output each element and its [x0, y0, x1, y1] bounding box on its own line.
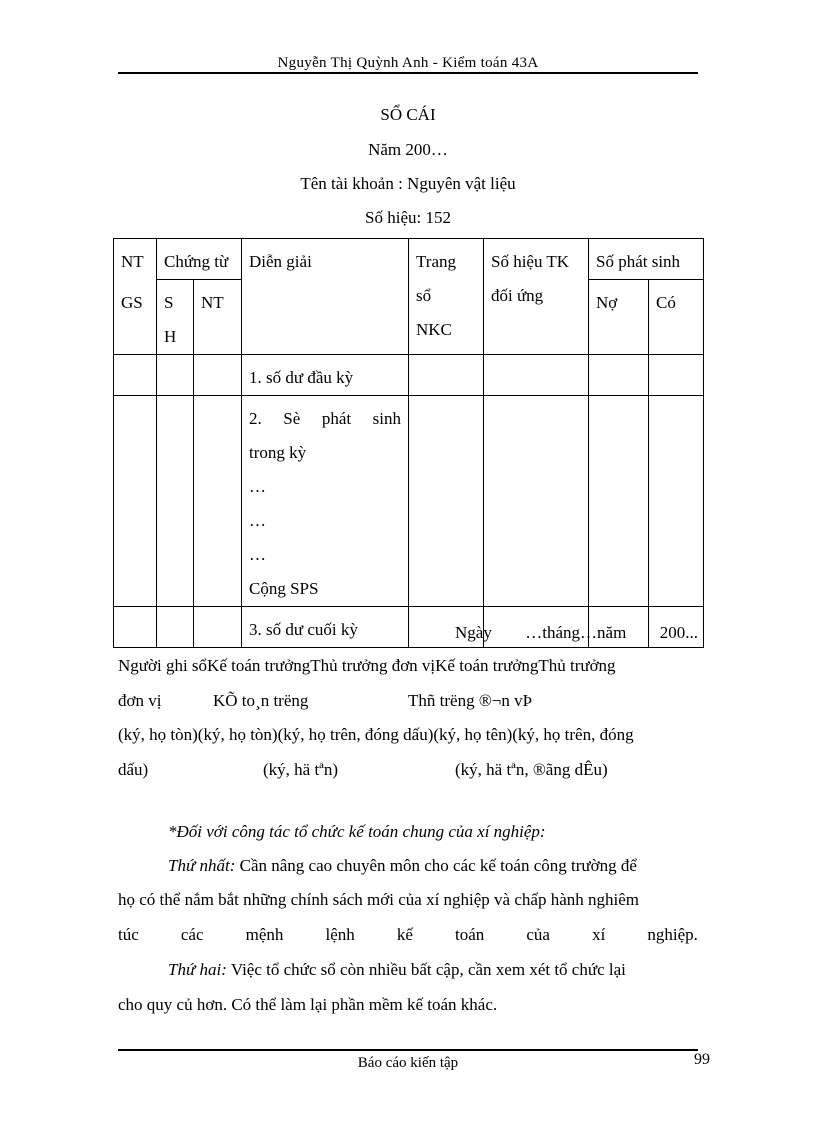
- head-co: Có: [649, 280, 704, 355]
- head-chung-tu: Chứng từ: [157, 239, 242, 280]
- account-number: Số hiệu: 152: [365, 208, 451, 227]
- head-sh: [157, 280, 194, 355]
- section-heading: *Đối với công tác tổ chức kế toán chung của xí nghiệp:: [168, 822, 546, 841]
- ellipsis-2: …: [249, 511, 266, 530]
- arising-line2: trong kỳ: [249, 443, 307, 462]
- para1-line3-word: xí: [592, 925, 606, 944]
- para1-line3-word: toán: [455, 925, 485, 944]
- row-arising: [114, 396, 704, 607]
- head-ntgs-gs: GS: [114, 280, 157, 355]
- para1-line3-word: mệnh: [245, 925, 284, 944]
- para1-line3-word: các: [180, 925, 204, 944]
- para1-line1: Thứ nhất: Cần nâng cao chuyên môn cho các kế toán công trường để: [168, 856, 637, 875]
- opening-label: 1. số dư đầu kỳ: [242, 355, 409, 396]
- footer-rule: [118, 1049, 698, 1051]
- head-trang-so: Trang sổ NKC: [409, 239, 484, 355]
- head-so-phat-sinh: Số phát sinh: [589, 239, 704, 280]
- para2-line1: Thứ hai: Việc tổ chức sổ còn nhiều bất cập, cần xem xét tổ chức lại: [168, 960, 626, 979]
- head-dien-giai: Diễn giải: [242, 239, 409, 355]
- arising-cell: [242, 396, 409, 607]
- para1-line2: họ có thể nắm bắt những chính sách mới của xí nghiệp và chấp hành nghiêm: [118, 890, 639, 909]
- ledger-title: SỔ CÁI: [380, 105, 436, 124]
- head-no: Nợ: [589, 280, 649, 355]
- ledger-year: Năm 200…: [368, 140, 448, 159]
- head-nt: NT: [194, 280, 242, 355]
- date-line: Ngày …tháng…năm 200...: [455, 623, 698, 642]
- signature-notes-line3: (ký, họ tòn)(ký, họ tòn)(ký, họ trên, đóng dấu)(ký, họ tên)(ký, họ trên, đóng: [118, 725, 634, 744]
- total-sps: Cộng SPS: [249, 579, 319, 598]
- arising-line1: 2. Sè phát sinh: [249, 409, 401, 428]
- para1-line3: [118, 925, 698, 945]
- para1-line3-word: kế: [396, 925, 413, 944]
- para1-line3-word: của: [526, 925, 550, 944]
- page-header: Nguyễn Thị Quỳnh Anh - Kiểm toán 43A: [277, 55, 539, 71]
- signature-titles-line1: Người ghi sổKế toán trưởngThủ trưởng đơn vịKế toán trưởngThủ trưởng: [118, 656, 616, 675]
- account-name: Tên tài khoản : Nguyên vật liệu: [300, 174, 516, 193]
- closing-label: 3. số dư cuối kỳ: [242, 607, 409, 648]
- ellipsis-3: …: [249, 545, 266, 564]
- page-number: 99: [694, 1051, 710, 1068]
- head-ntgs: [114, 239, 157, 280]
- head-sh-line2: H: [164, 327, 177, 346]
- head-sh-line1: S: [164, 293, 174, 312]
- ellipsis-1: …: [249, 477, 266, 496]
- signature-notes-line4: dấu) (ký, hä tªn) (ký, hä tªn, ®ãng dÊu): [118, 760, 608, 779]
- para1-line3-word: túc: [118, 925, 139, 944]
- para2-line2: cho quy củ hơn. Có thể làm lại phần mềm kế toán khác.: [118, 995, 498, 1014]
- signature-titles-line2: đơn vị KÕ to¸n trëng Thñ trëng ®¬n vÞ: [118, 691, 533, 710]
- head-so-hieu-tk: Số hiệu TK đối ứng: [484, 239, 589, 355]
- para1-line3-word: nghiệp.: [647, 925, 698, 944]
- ledger-table: [113, 238, 704, 648]
- head-ntgs-line1: NT: [121, 252, 144, 271]
- footer-text: Báo cáo kiến tập: [357, 1055, 459, 1071]
- header-rule: [118, 72, 698, 74]
- row-opening: [114, 355, 704, 396]
- para1-line3-word: lệnh: [325, 925, 355, 944]
